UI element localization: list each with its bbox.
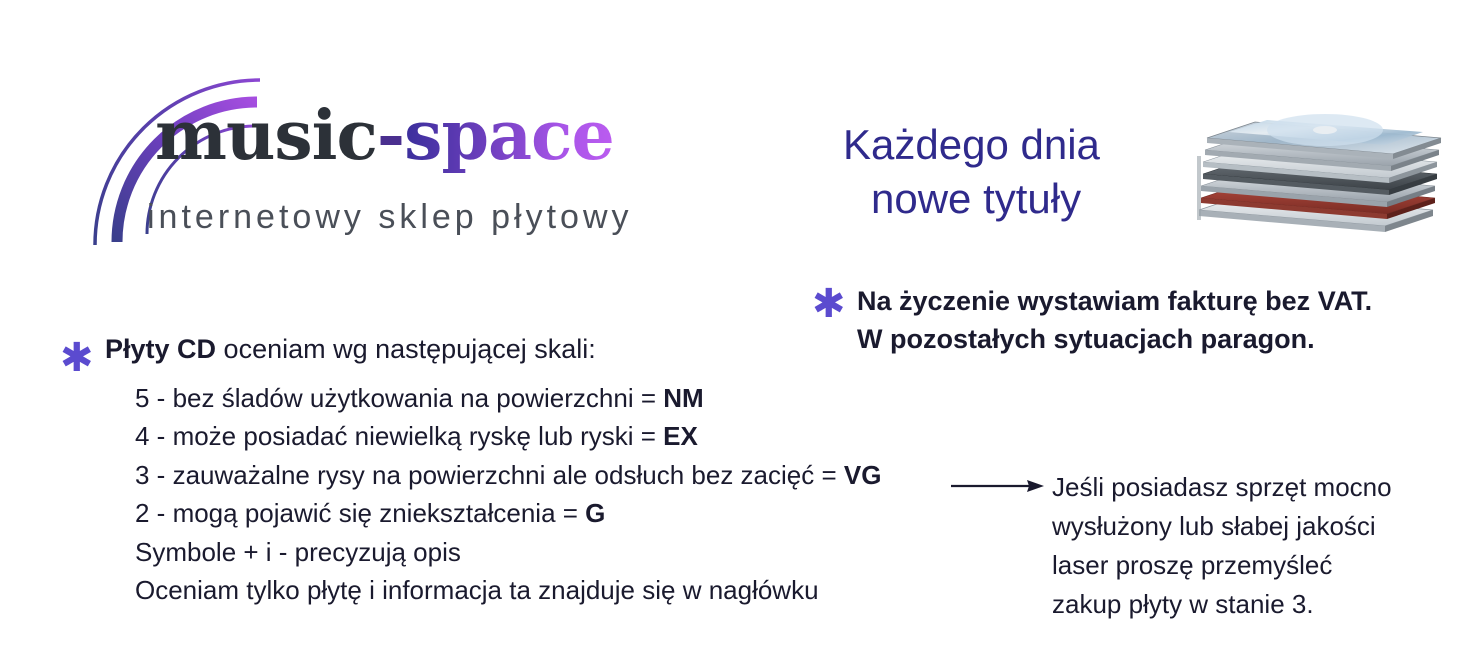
slogan-line-2: nowe tytuły xyxy=(871,174,1082,222)
scale-item-text: 5 - bez śladów użytkowania na powierzchni = xyxy=(135,383,664,413)
scale-item-text: 3 - zauważalne rysy na powierzchni ale odsłuch bez zacięć = xyxy=(135,459,844,490)
list-item xyxy=(135,571,960,609)
side-note-line-4: zakup płyty w stanie 3. xyxy=(1052,589,1314,619)
vat-note-line-1: Na życzenie wystawiam fakturę bez VAT. xyxy=(857,286,1373,316)
grading-scale-list xyxy=(135,379,960,610)
scale-item-text: Oceniam tylko płytę i informacja ta znajduje się w nagłówku xyxy=(135,575,819,606)
grading-scale-heading-bold: Płyty CD xyxy=(105,334,217,364)
logo-word-dash: - xyxy=(376,96,405,176)
logo-tagline: internetowy sklep płytowy xyxy=(147,198,633,236)
list-item xyxy=(135,379,960,417)
side-note-line-3: laser proszę przemyśleć xyxy=(1052,550,1333,580)
logo-word-music: music xyxy=(155,96,377,176)
side-note-line-2: wysłużony lub słabej jakości xyxy=(1052,511,1376,541)
scale-item-grade: G xyxy=(585,498,606,529)
slogan xyxy=(843,118,1100,226)
side-note-line-1: Jeśli posiadasz sprzęt mocno xyxy=(1052,472,1392,502)
asterisk-icon: ✱ xyxy=(60,336,94,380)
list-item xyxy=(135,494,960,532)
logo-wordmark xyxy=(155,96,614,176)
asterisk-icon: ✱ xyxy=(812,282,846,326)
cd-stack-image xyxy=(1185,60,1445,245)
scale-item-grade: NM xyxy=(663,383,704,413)
arrow-right-icon xyxy=(949,478,1044,494)
scale-item-text: 4 - może posiadać niewielką ryskę lub ryski = xyxy=(135,421,664,452)
site-logo xyxy=(75,20,775,260)
scale-item-text: Symbole + i - precyzują opis xyxy=(135,536,461,567)
slogan-line-1: Każdego dnia xyxy=(843,121,1100,168)
grading-scale-heading-rest: oceniam wg następującej skali: xyxy=(216,334,596,364)
list-item xyxy=(135,533,960,571)
list-item xyxy=(135,456,960,494)
list-item xyxy=(135,417,960,455)
side-note xyxy=(1052,468,1452,624)
scale-item-grade: VG xyxy=(843,459,882,490)
grading-scale-block xyxy=(60,334,960,610)
logo-word-space: space xyxy=(404,96,614,176)
scale-item-text: 2 - mogą pojawić się zniekształcenia = xyxy=(135,498,586,529)
scale-item-grade: EX xyxy=(663,421,698,452)
vat-note-line-2: W pozostałych sytuacjach paragon. xyxy=(857,324,1315,355)
grading-scale-heading xyxy=(105,334,960,365)
